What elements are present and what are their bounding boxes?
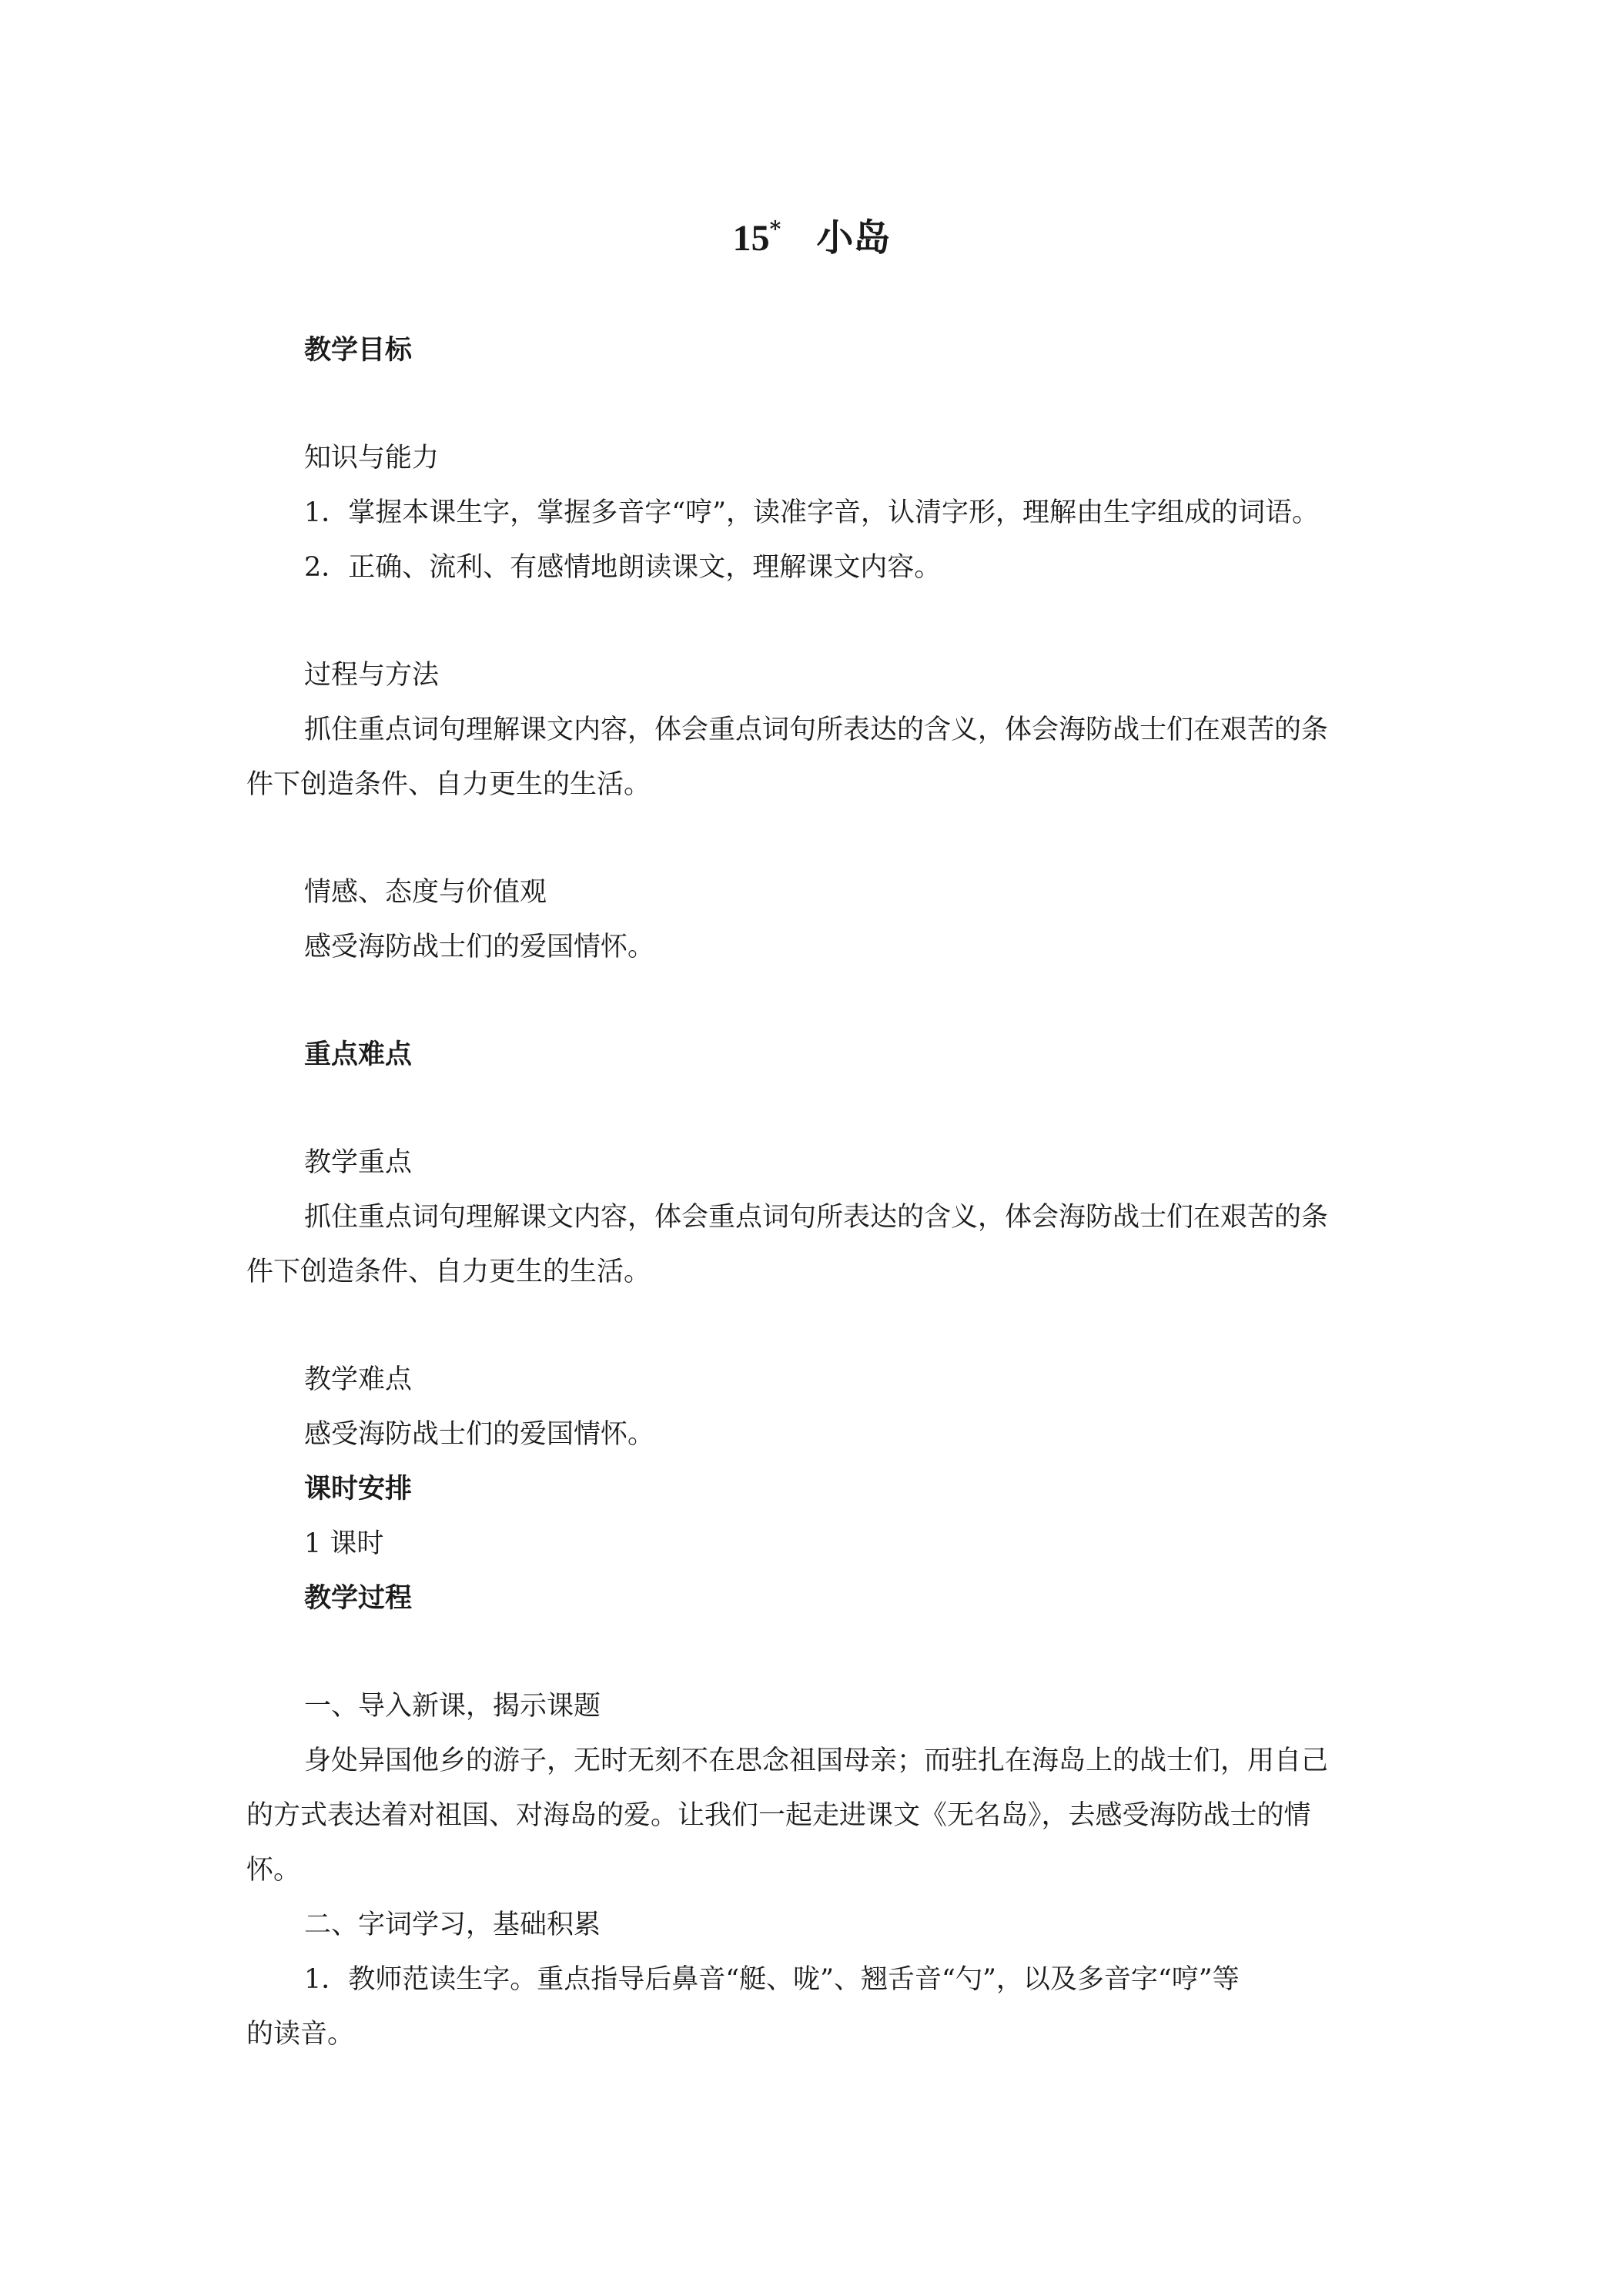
focus-subheading: 教学重点 — [304, 1147, 413, 1178]
schedule-heading: 课时安排 — [304, 1474, 413, 1504]
objectives-heading: 教学目标 — [304, 335, 413, 366]
optional-lesson-mark: * — [769, 216, 781, 242]
knowledge-item-2: 2．正确、流利、有感情地朗读课文，理解课文内容。 — [304, 552, 942, 583]
difficulty-line-1: 感受海防战士们的爱国情怀。 — [304, 1419, 655, 1450]
lesson-title — [0, 208, 1623, 261]
step-1-line-1: 身处异国他乡的游子，无时无刻不在思念祖国母亲；而驻扎在海岛上的战士们，用自己 — [304, 1745, 1329, 1776]
difficulty-subheading: 教学难点 — [304, 1364, 413, 1395]
step-2-line-1: 1．教师范读生字。重点指导后鼻音“艇、咙”、翘舌音“勺”，以及多音字“哼”等 — [304, 1964, 1240, 1995]
process-method-line-1: 抓住重点词句理解课文内容，体会重点词句所表达的含义，体会海防战士们在艰苦的条 — [304, 715, 1329, 745]
teaching-process-heading: 教学过程 — [304, 1583, 413, 1614]
key-points-heading: 重点难点 — [304, 1039, 413, 1070]
lesson-name: 小岛 — [816, 216, 891, 259]
lesson-number: 15 — [732, 218, 770, 259]
knowledge-item-1: 1．掌握本课生字，掌握多音字“哼”，读准字音，认清字形，理解由生字组成的词语。 — [304, 497, 1320, 528]
emotion-subheading: 情感、态度与价值观 — [304, 877, 547, 908]
step-1-subheading: 一、导入新课，揭示课题 — [304, 1691, 601, 1722]
step-1-line-2: 的方式表达着对祖国、对海岛的爱。让我们一起走进课文《无名岛》，去感受海防战士的情 — [246, 1800, 1311, 1831]
focus-line-1: 抓住重点词句理解课文内容，体会重点词句所表达的含义，体会海防战士们在艰苦的条 — [304, 1202, 1329, 1233]
knowledge-subheading: 知识与能力 — [304, 443, 440, 474]
step-2-line-2: 的读音。 — [246, 2019, 355, 2050]
process-method-line-2: 件下创造条件、自力更生的生活。 — [246, 769, 651, 800]
step-2-subheading: 二、字词学习，基础积累 — [304, 1909, 601, 1940]
schedule-value: 1 课时 — [304, 1528, 384, 1559]
process-method-subheading: 过程与方法 — [304, 660, 440, 691]
focus-line-2: 件下创造条件、自力更生的生活。 — [246, 1257, 651, 1287]
step-1-line-3: 怀。 — [246, 1855, 301, 1886]
emotion-line-1: 感受海防战士们的爱国情怀。 — [304, 932, 655, 962]
